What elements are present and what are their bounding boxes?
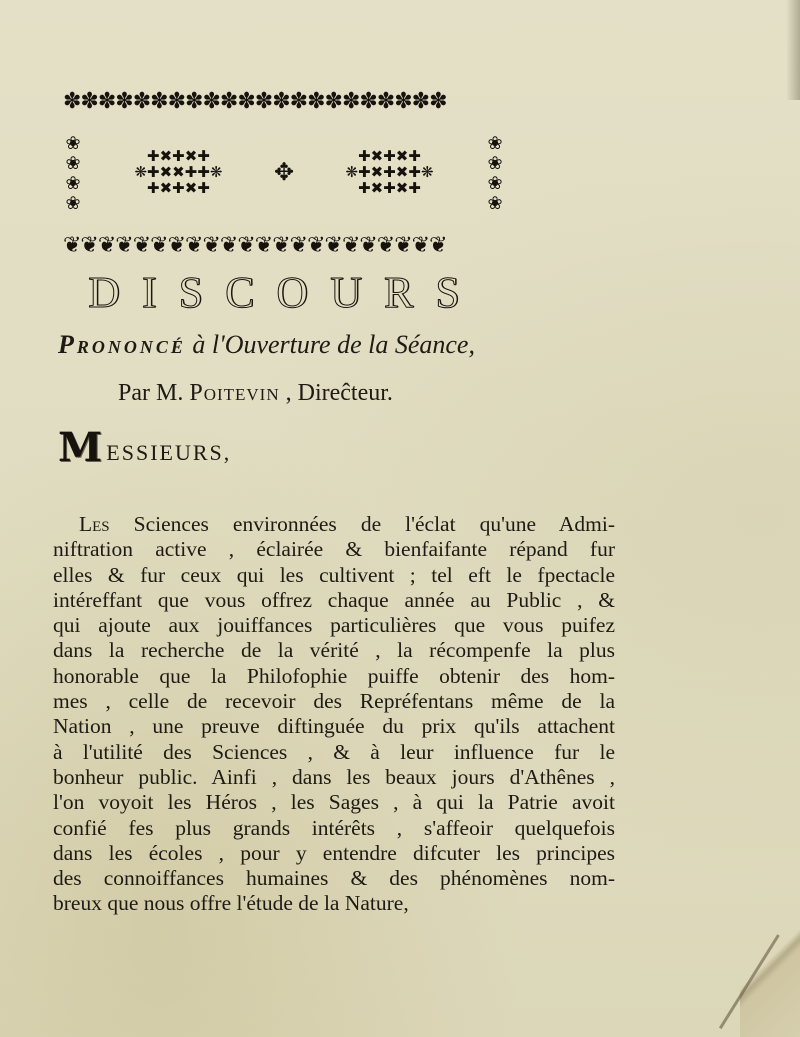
headpiece-right-column: [485, 133, 505, 213]
text-line: [53, 512, 615, 537]
cross-pattern-row: ✚✖✚✖✚: [358, 181, 421, 197]
byline-prefix: Par M.: [118, 380, 190, 406]
cross-pattern-row: ✚✖✚✖✚: [358, 149, 421, 165]
cross-pattern-row: ✚✖✚✖✚: [147, 181, 210, 197]
headpiece-middle: [63, 114, 505, 232]
text-line: des connoiffances humaines & des phénomènes nom-: [53, 866, 615, 891]
cross-pattern-row: ✚✖✖✚✚: [147, 165, 210, 181]
ornament-icon: ❀: [487, 173, 503, 193]
text-line: l'on voyoit les Héros , les Sages , à qui la Patrie avoit: [53, 790, 615, 815]
asterisk-ornament-icon: ❋: [420, 165, 434, 181]
text-line: mes , celle de recevoir des Repréfentans même de la: [53, 689, 615, 714]
ornament-icon: ❀: [65, 153, 81, 173]
headpiece-top-border: ✽✽✽✽✽✽✽✽✽✽✽✽✽✽✽✽✽✽✽✽✽✽: [63, 88, 447, 113]
headpiece-center-motif: [274, 159, 294, 187]
salutation-rest: ESSIEURS,: [106, 440, 232, 465]
page-edge-shadow: [786, 0, 800, 100]
lead-word: Les: [79, 512, 110, 536]
text-line: breux que nous offre l'étude de la Nature,: [53, 891, 409, 916]
text-line: bonheur public. Ainfi , dans les beaux jours d'Athênes ,: [53, 764, 615, 789]
text-line: dans la recherche de la vérité , la récompenfe la plus: [53, 638, 615, 663]
text-line: honorable que la Philofophie puiffe obtenir des hom-: [53, 663, 615, 688]
page-title: DISCOURS: [88, 268, 482, 317]
ornament-icon: ❀: [65, 193, 81, 213]
text-line: niftration active , éclairée & bienfaifante répand fur: [53, 537, 615, 562]
ornament-icon: ❀: [487, 193, 503, 213]
headpiece-left-column: [63, 133, 83, 213]
ornamental-headpiece: [63, 88, 505, 258]
ornament-icon: ❀: [487, 133, 503, 153]
headpiece-bottom-border: ❦❦❦❦❦❦❦❦❦❦❦❦❦❦❦❦❦❦❦❦❦❦: [63, 232, 447, 257]
text-line: elles & fur ceux qui les cultivent ; tel eft le fpectacle: [53, 562, 615, 587]
byline-suffix: , Direĉteur.: [279, 380, 393, 406]
text-line: à l'utilité des Sciences , & à leur influence fur le: [53, 739, 615, 764]
author-byline: [118, 380, 393, 407]
subtitle: [58, 330, 528, 360]
page-curl: [740, 900, 800, 1037]
asterisk-ornament-icon: ❋: [345, 165, 359, 181]
subtitle-lead: Prononcé: [58, 330, 186, 359]
ornament-icon: ❀: [65, 173, 81, 193]
text-line: dans les écoles , pour y entendre difcuter les principes: [53, 840, 615, 865]
ornament-icon: ❀: [487, 153, 503, 173]
text-line: Nation , une preuve diftinguée du prix qu'ils attachent: [53, 714, 615, 739]
subtitle-rest: à l'Ouverture de la Séance,: [185, 330, 475, 359]
headpiece-right-motif: [346, 149, 434, 197]
cross-pattern-row: ✚✖✚✖✚: [358, 165, 421, 181]
line-text: Sciences environnées de l'éclat qu'une Admi-: [109, 512, 615, 536]
text-line: qui ajoute aux jouiffances particulières que vous puifez: [53, 613, 615, 638]
ornamental-dropcap: M: [58, 424, 105, 471]
headpiece-left-motif: [134, 149, 222, 197]
rosette-ornament-icon: ✥: [273, 160, 295, 186]
asterisk-ornament-icon: ❋: [134, 165, 148, 181]
text-line: intéreffant que vous offrez chaque année au Public , &: [53, 587, 615, 612]
author-name: Poitevin: [189, 380, 280, 406]
body-paragraph: [53, 512, 615, 917]
cross-pattern-row: ✚✖✚✖✚: [147, 149, 210, 165]
asterisk-ornament-icon: ❋: [209, 165, 223, 181]
salutation: [58, 424, 232, 471]
ornament-icon: ❀: [65, 133, 81, 153]
text-line: confié fes plus grands intérêts , s'affeoir quelquefois: [53, 815, 615, 840]
